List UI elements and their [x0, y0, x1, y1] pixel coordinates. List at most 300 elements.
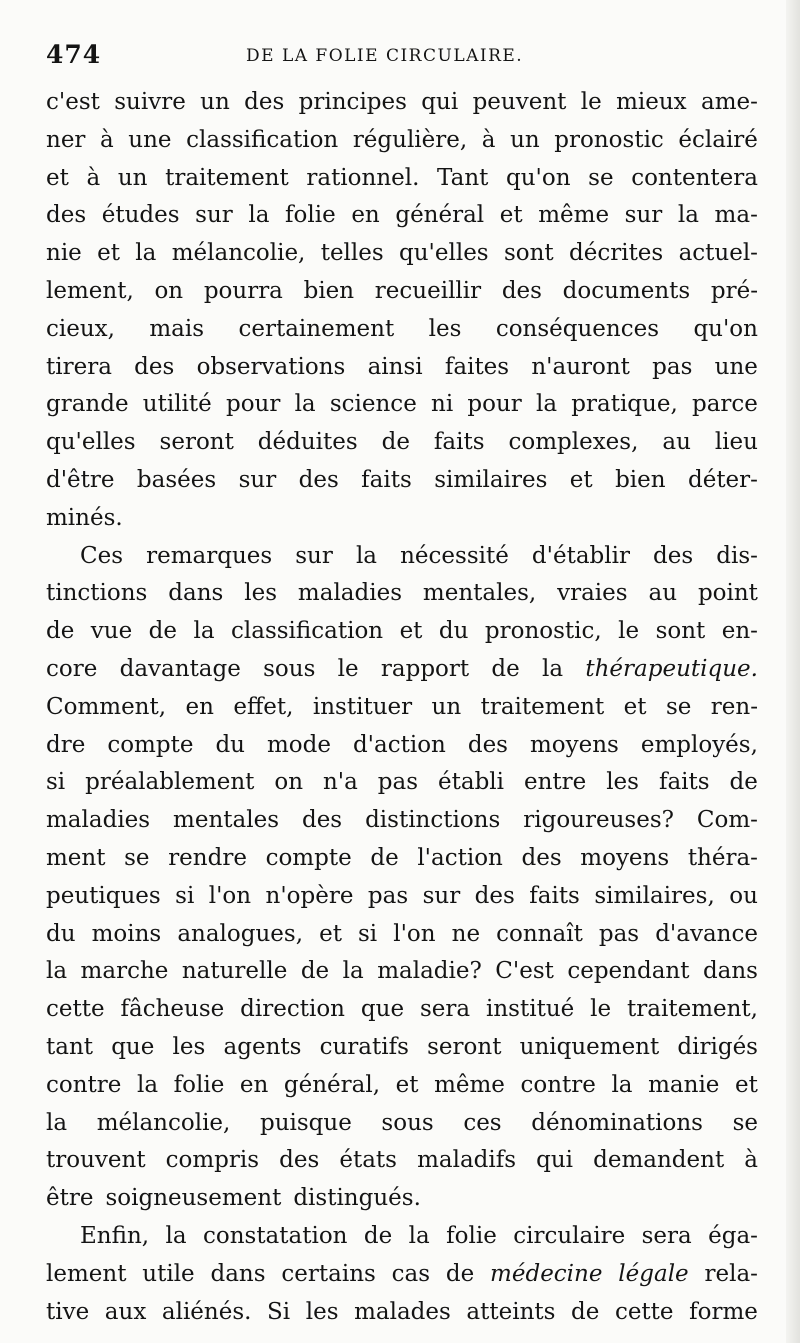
word: sera — [641, 1222, 692, 1249]
word: éga- — [708, 1222, 758, 1249]
word: de — [729, 769, 758, 796]
text-line — [46, 1105, 758, 1143]
word: de — [148, 618, 178, 645]
word: le — [618, 618, 640, 645]
word: vue — [90, 618, 133, 645]
word: qu'on — [693, 315, 758, 342]
word: une — [714, 353, 758, 380]
word: Enfin, — [80, 1222, 150, 1249]
word: thérapeutique. — [585, 655, 758, 682]
word: peutiques — [46, 882, 161, 909]
word: de — [46, 618, 75, 645]
word: les — [172, 1033, 206, 1060]
word: tant — [46, 1033, 94, 1060]
word: tive — [46, 1298, 90, 1325]
word: qui — [421, 89, 459, 115]
word: grande — [46, 391, 129, 418]
word: sont — [503, 240, 554, 267]
word: C'est — [495, 958, 554, 985]
word: des — [501, 277, 542, 304]
word: la — [135, 240, 157, 267]
text-line — [46, 1256, 758, 1294]
word: qui — [536, 1147, 574, 1174]
word: conséquences — [495, 315, 660, 342]
word: davantage — [119, 655, 241, 682]
word: faits — [361, 466, 412, 493]
word: des — [653, 542, 694, 569]
page-header — [46, 40, 760, 76]
page-edge-shadow — [786, 0, 800, 1343]
word: le — [337, 655, 359, 682]
word: sur — [295, 542, 333, 569]
word: aliénés. — [161, 1298, 252, 1325]
word: maladifs — [417, 1147, 517, 1174]
word: la — [542, 655, 564, 682]
word: des — [244, 89, 285, 115]
word: pour — [225, 391, 281, 418]
text-line — [46, 386, 758, 424]
word: trouvent — [46, 1147, 146, 1174]
word: qu'elles — [46, 429, 136, 456]
word: nie — [46, 240, 82, 267]
text-line — [46, 1067, 758, 1105]
word: l'on — [393, 920, 436, 947]
word: dans — [210, 1260, 266, 1287]
word: à — [744, 1147, 758, 1174]
word: constatation — [202, 1222, 348, 1249]
word: théra- — [687, 844, 758, 871]
word: à — [481, 126, 496, 153]
word: traitement, — [627, 996, 758, 1023]
word: c'est — [46, 89, 100, 115]
word: distinctions — [365, 807, 501, 834]
word: folie — [446, 1222, 497, 1249]
word: légale — [618, 1260, 689, 1287]
word: des — [301, 807, 343, 834]
word: la — [193, 618, 215, 645]
text-line — [46, 500, 758, 538]
word: et — [46, 164, 69, 191]
word: en — [185, 693, 214, 720]
word: la — [677, 202, 699, 229]
word: contentera — [631, 164, 758, 191]
word: ner — [46, 126, 86, 153]
word: des — [46, 202, 87, 229]
word: ment — [46, 844, 106, 871]
word: être — [46, 1185, 94, 1212]
word: tinctions — [46, 580, 148, 607]
word: moyens — [580, 844, 670, 871]
word: pas — [377, 769, 419, 796]
word: ma- — [714, 202, 758, 229]
word: si — [175, 882, 195, 909]
word: institué — [486, 996, 575, 1023]
word: mélancolie, — [96, 1109, 231, 1136]
word: rela- — [704, 1260, 758, 1287]
word: et — [735, 1071, 758, 1098]
word: ou — [729, 882, 758, 909]
word: traitement — [480, 693, 605, 720]
word: rigoureuses? — [523, 807, 674, 834]
word: à — [100, 126, 114, 153]
word: éclairé — [678, 126, 758, 153]
text-line — [46, 197, 758, 235]
word: à — [86, 164, 101, 191]
word: aux — [104, 1298, 147, 1325]
word: un — [431, 693, 462, 720]
word: et — [499, 202, 523, 229]
word: dirigés — [677, 1033, 758, 1060]
word: de — [370, 844, 399, 871]
text-line — [46, 802, 758, 840]
word: rendre — [168, 844, 247, 871]
word: en — [351, 202, 380, 229]
word: au — [662, 429, 691, 456]
word: folie — [285, 202, 336, 229]
word: la — [46, 1109, 68, 1136]
word: ren- — [710, 693, 758, 720]
word: puisque — [259, 1109, 352, 1136]
word: l'on — [208, 882, 252, 909]
word: la — [46, 958, 68, 985]
word: science — [329, 391, 417, 418]
text-line — [46, 311, 758, 349]
word: lieu — [714, 429, 758, 456]
word: cieux, — [46, 315, 115, 342]
word: documents — [562, 277, 691, 304]
word: faits — [658, 769, 710, 796]
word: tirera — [46, 353, 112, 380]
word: on — [274, 769, 304, 796]
word: ces — [463, 1109, 502, 1136]
text-line — [46, 840, 758, 878]
word: études — [101, 202, 180, 229]
word: sera — [419, 996, 471, 1023]
word: minés. — [46, 504, 123, 531]
word: contre — [46, 1071, 122, 1098]
word: similaires, — [594, 882, 715, 909]
word: la — [165, 1222, 187, 1249]
word: Comment, — [46, 693, 167, 720]
text-line — [46, 273, 758, 311]
word: certainement — [238, 315, 395, 342]
word: même — [538, 202, 610, 229]
word: sur — [422, 882, 461, 909]
word: contre — [520, 1071, 596, 1098]
word: circulaire — [513, 1222, 626, 1249]
word: une — [128, 126, 172, 153]
word: des — [474, 882, 515, 909]
text-line — [46, 84, 758, 122]
text-line — [46, 689, 758, 727]
word: mode — [266, 731, 331, 758]
word: se — [732, 1109, 758, 1136]
word: seront — [159, 429, 234, 456]
word: compte — [265, 844, 352, 871]
word: connaît — [496, 920, 583, 947]
word: maladies — [297, 580, 403, 607]
word: vraies — [557, 580, 628, 607]
word: atteints — [466, 1298, 556, 1325]
text-line — [46, 991, 758, 1029]
word: n'a — [322, 769, 358, 796]
word: on — [154, 277, 184, 304]
word: le — [590, 996, 612, 1023]
word: d'action — [352, 731, 446, 758]
word: analogues, — [177, 920, 304, 947]
word: Ces — [80, 542, 124, 569]
word: soigneusement — [105, 1185, 282, 1212]
body-text — [46, 84, 758, 1331]
word: faits — [433, 429, 485, 456]
word: Tant — [437, 164, 489, 191]
word: si — [358, 920, 378, 947]
word: dans — [168, 580, 224, 607]
word: ne — [451, 920, 481, 947]
word: général — [395, 202, 485, 229]
word: demandent — [593, 1147, 725, 1174]
word: bien — [303, 277, 355, 304]
word: marche — [80, 958, 169, 985]
text-line — [46, 764, 758, 802]
word: pas — [652, 353, 693, 380]
word: la — [535, 391, 558, 418]
word: se — [588, 164, 614, 191]
word: mais — [149, 315, 205, 342]
page-number: 474 — [46, 40, 102, 69]
word: curatifs — [319, 1033, 409, 1060]
word: se — [665, 693, 692, 720]
word: des — [279, 1147, 320, 1174]
word: sur — [238, 466, 277, 493]
word: d'avance — [655, 920, 758, 947]
word: un — [510, 126, 540, 153]
word: faites — [444, 353, 510, 380]
word: traitement — [165, 164, 289, 191]
word: les — [305, 1298, 339, 1325]
text-line — [46, 160, 758, 198]
word: les — [428, 315, 462, 342]
word: du — [46, 920, 76, 947]
word: Si — [267, 1298, 291, 1325]
word: la — [355, 542, 378, 569]
word: n'opère — [265, 882, 354, 909]
word: observations — [196, 353, 346, 380]
word: en- — [721, 618, 758, 645]
word: d'être — [46, 466, 115, 493]
word: bien — [615, 466, 666, 493]
word: médecine — [490, 1260, 603, 1287]
word: compte — [107, 731, 194, 758]
word: de — [571, 1298, 600, 1325]
word: se — [124, 844, 150, 871]
word: d'établir — [531, 542, 630, 569]
text-line — [46, 1029, 758, 1067]
word: ainsi — [367, 353, 423, 380]
word: qu'elles — [399, 240, 489, 267]
text-line — [46, 1180, 758, 1218]
word: et — [319, 920, 342, 947]
word: peuvent — [472, 89, 567, 115]
word: dis- — [716, 542, 758, 569]
word: naturelle — [181, 958, 288, 985]
word: similaires — [434, 466, 548, 493]
word: de — [363, 1222, 393, 1249]
word: basées — [136, 466, 217, 493]
word: que — [111, 1033, 155, 1060]
word: sous — [263, 655, 316, 682]
word: pré- — [710, 277, 758, 304]
word: de — [300, 958, 330, 985]
word: de — [445, 1260, 475, 1287]
word: des — [521, 844, 562, 871]
word: pronostic — [554, 126, 664, 153]
running-title: DE LA FOLIE CIRCULAIRE. — [246, 46, 524, 66]
word: et — [569, 466, 593, 493]
text-line — [46, 235, 758, 273]
word: maladies — [46, 807, 151, 834]
text-line — [46, 878, 758, 916]
word: rationnel. — [306, 164, 420, 191]
word: principes — [298, 89, 407, 115]
word: et — [395, 1071, 419, 1098]
word: les — [244, 580, 278, 607]
word: mélancolie, — [171, 240, 306, 267]
word: agents — [223, 1033, 302, 1060]
word: et — [97, 240, 120, 267]
word: utilité — [142, 391, 212, 418]
text-line — [46, 462, 758, 500]
text-line — [46, 122, 758, 160]
word: états — [339, 1147, 397, 1174]
word: fâcheuse — [120, 996, 225, 1023]
word: suivre — [114, 89, 186, 115]
text-line — [46, 538, 758, 576]
word: pourra — [203, 277, 283, 304]
word: classification — [231, 618, 384, 645]
word: dre — [46, 731, 86, 758]
word: mentales — [173, 807, 280, 834]
word: si — [46, 769, 66, 796]
word: la — [136, 1071, 159, 1098]
word: général, — [283, 1071, 381, 1098]
word: même — [434, 1071, 505, 1098]
word: des — [467, 731, 508, 758]
word: de — [381, 429, 410, 456]
word: seront — [427, 1033, 502, 1060]
word: dénominations — [531, 1109, 703, 1136]
word: du — [215, 731, 245, 758]
word: établi — [438, 769, 505, 796]
word: le — [580, 89, 602, 115]
word: employés, — [640, 731, 758, 758]
word: la — [294, 391, 316, 418]
word: sont — [655, 618, 706, 645]
word: maladie? — [377, 958, 482, 985]
word: cette — [46, 996, 105, 1023]
text-line — [46, 613, 758, 651]
word: pour — [467, 391, 522, 418]
word: nécessité — [400, 542, 509, 569]
word: effet, — [233, 693, 294, 720]
word: déduites — [257, 429, 358, 456]
word: ni — [431, 391, 454, 418]
word: préalablement — [85, 769, 255, 796]
text-line — [46, 916, 758, 954]
word: ame- — [700, 89, 758, 115]
text-line — [46, 1142, 758, 1180]
word: qu'on — [506, 164, 571, 191]
word: manie — [648, 1071, 720, 1098]
word: régulière, — [352, 126, 468, 153]
word: telles — [320, 240, 384, 267]
text-line — [46, 651, 758, 689]
word: du — [438, 618, 469, 645]
word: des — [298, 466, 339, 493]
word: décrites — [569, 240, 664, 267]
text-line — [46, 727, 758, 765]
word: de — [491, 655, 520, 682]
word: parce — [691, 391, 758, 418]
word: la — [611, 1071, 633, 1098]
word: sur — [624, 202, 663, 229]
text-line — [46, 424, 758, 462]
word: les — [606, 769, 639, 796]
text-line — [46, 1294, 758, 1332]
word: pas — [367, 882, 409, 909]
word: certains — [281, 1260, 376, 1287]
word: que — [360, 996, 405, 1023]
word: actuel- — [678, 240, 758, 267]
word: sur — [195, 202, 233, 229]
word: lement, — [46, 277, 134, 304]
word: sous — [381, 1109, 434, 1136]
word: uniquement — [519, 1033, 660, 1060]
word: un — [200, 89, 230, 115]
word: point — [697, 580, 758, 607]
word: entre — [523, 769, 587, 796]
word: core — [46, 655, 98, 682]
word: instituer — [312, 693, 413, 720]
text-line — [46, 953, 758, 991]
word: forme — [689, 1298, 758, 1325]
word: cette — [614, 1298, 674, 1325]
word: la — [408, 1222, 430, 1249]
word: moyens — [529, 731, 619, 758]
word: pronostic, — [484, 618, 602, 645]
word: lement — [46, 1260, 127, 1287]
word: compris — [165, 1147, 260, 1174]
word: direction — [240, 996, 345, 1023]
text-line — [46, 349, 758, 387]
word: moins — [91, 920, 162, 947]
word: remarques — [146, 542, 273, 569]
word: cas — [391, 1260, 431, 1287]
text-line — [46, 1218, 758, 1256]
word: l'action — [417, 844, 503, 871]
word: mentales, — [422, 580, 537, 607]
word: et — [623, 693, 647, 720]
word: utile — [142, 1260, 195, 1287]
word: mieux — [616, 89, 687, 115]
word: cependant — [567, 958, 690, 985]
word: pratique, — [571, 391, 678, 418]
word: faits — [529, 882, 580, 909]
word: des — [134, 353, 175, 380]
word: la — [248, 202, 270, 229]
text-line — [46, 575, 758, 613]
word: n'auront — [531, 353, 630, 380]
